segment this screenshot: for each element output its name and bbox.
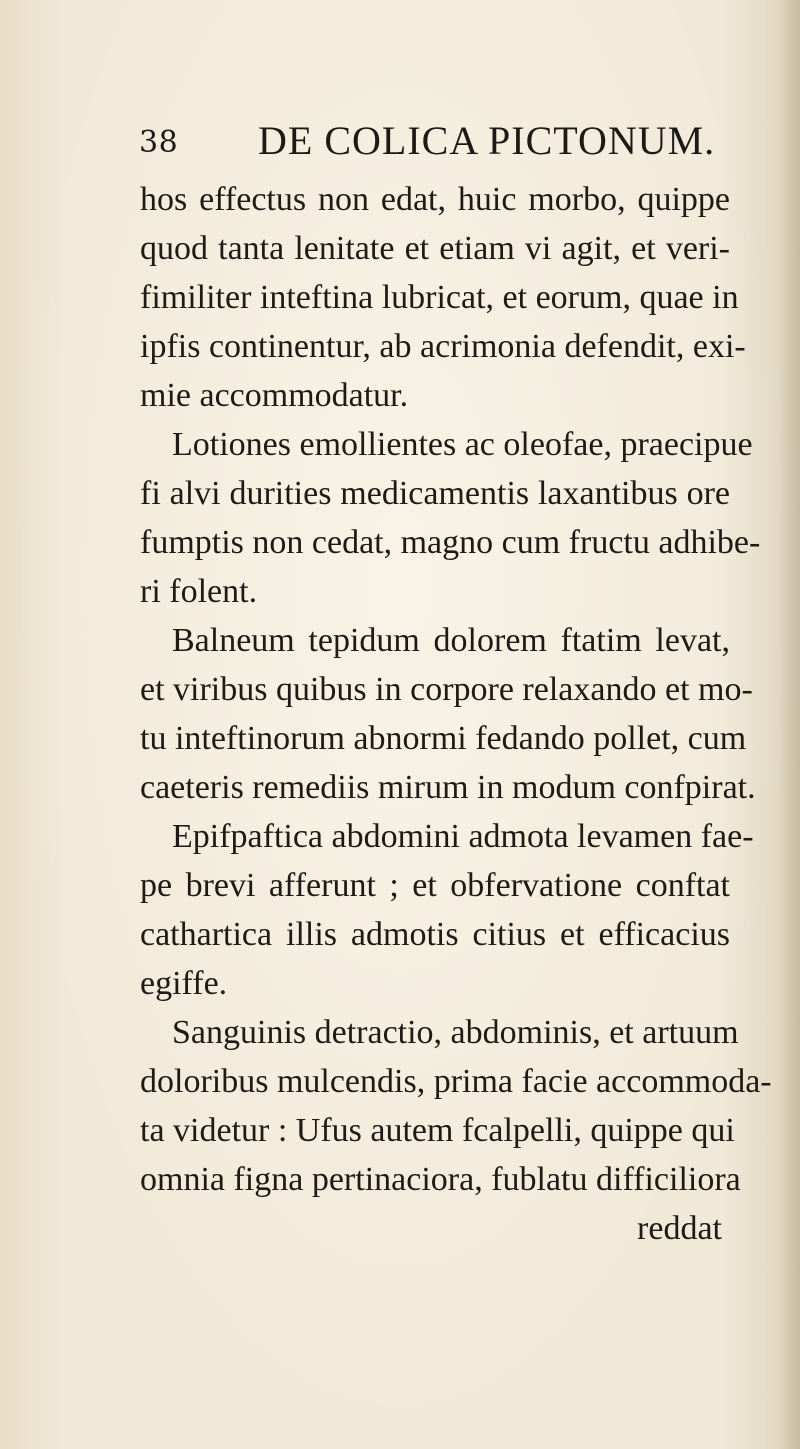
text-line: cathartica illis admotis citius et efficacius [140, 916, 730, 953]
text-line: Epifpaftica abdomini admota levamen fae- [172, 818, 754, 855]
text-line: doloribus mulcendis, prima facie accommoda- [140, 1063, 772, 1100]
text-line: Lotiones emollientes ac oleofae, praecipue [172, 426, 753, 463]
text-line: Sanguinis detractio, abdominis, et artuum [172, 1014, 739, 1051]
text-line: hos effectus non edat, huic morbo, quippe [140, 181, 730, 218]
running-head: DE COLICA PICTONUM. [258, 118, 716, 163]
text-line: ta videtur : Ufus autem fcalpelli, quippe qui [140, 1112, 735, 1149]
text-line: quod tanta lenitate et etiam vi agit, et veri- [140, 230, 730, 267]
text-line: fimiliter inteftina lubricat, et eorum, quae in [140, 279, 739, 316]
text-line: caeteris remediis mirum in modum confpirat. [140, 769, 756, 806]
text-line: tu inteftinorum abnormi fedando pollet, cum [140, 720, 747, 757]
text-line: et viribus quibus in corpore relaxando et mo- [140, 671, 753, 708]
page-number: 38 [139, 125, 179, 160]
text-line: ri folent. [140, 573, 258, 610]
text-line: Balneum tepidum dolorem ftatim levat, [172, 622, 730, 659]
text-line: fumptis non cedat, magno cum fructu adhibe- [140, 524, 761, 561]
page-edge-shadow [778, 0, 800, 1449]
text-line: pe brevi afferunt ; et obfervatione conftat [140, 867, 730, 904]
text-line: fi alvi durities medicamentis laxantibus ore [140, 475, 730, 512]
text-line: ipfis continentur, ab acrimonia defendit, exi- [140, 328, 746, 365]
text-line: egiffe. [140, 965, 228, 1002]
catchword: reddat [637, 1210, 722, 1247]
text-line: mie accommodatur. [140, 377, 409, 414]
text-line: omnia figna pertinaciora, fublatu difficiliora [140, 1161, 741, 1198]
